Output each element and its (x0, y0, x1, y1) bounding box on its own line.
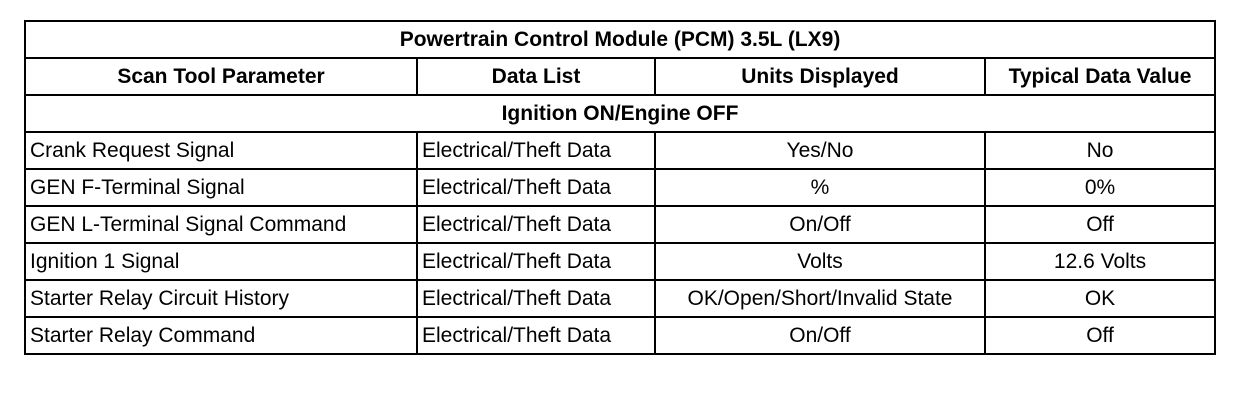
cell-typical-value: No (985, 132, 1215, 169)
table-title: Powertrain Control Module (PCM) 3.5L (LX9) (25, 21, 1215, 58)
cell-data-list: Electrical/Theft Data (417, 132, 655, 169)
cell-parameter: Crank Request Signal (25, 132, 417, 169)
cell-units: On/Off (655, 206, 985, 243)
cell-data-list: Electrical/Theft Data (417, 169, 655, 206)
cell-typical-value: Off (985, 317, 1215, 354)
cell-parameter: Starter Relay Circuit History (25, 280, 417, 317)
cell-typical-value: 0% (985, 169, 1215, 206)
cell-parameter: Starter Relay Command (25, 317, 417, 354)
cell-units: OK/Open/Short/Invalid State (655, 280, 985, 317)
header-data-list: Data List (417, 58, 655, 95)
table-row (25, 169, 1215, 206)
table-row (25, 206, 1215, 243)
cell-data-list: Electrical/Theft Data (417, 206, 655, 243)
header-scan-tool-parameter: Scan Tool Parameter (25, 58, 417, 95)
table-row (25, 317, 1215, 354)
cell-parameter: Ignition 1 Signal (25, 243, 417, 280)
cell-units: % (655, 169, 985, 206)
header-typical-data-value: Typical Data Value (985, 58, 1215, 95)
table-header-row (25, 58, 1215, 95)
cell-typical-value: OK (985, 280, 1215, 317)
cell-data-list: Electrical/Theft Data (417, 243, 655, 280)
cell-parameter: GEN F-Terminal Signal (25, 169, 417, 206)
cell-typical-value: Off (985, 206, 1215, 243)
table-row (25, 132, 1215, 169)
cell-parameter: GEN L-Terminal Signal Command (25, 206, 417, 243)
cell-units: Yes/No (655, 132, 985, 169)
section-heading: Ignition ON/Engine OFF (25, 95, 1215, 132)
header-units-displayed: Units Displayed (655, 58, 985, 95)
cell-data-list: Electrical/Theft Data (417, 280, 655, 317)
section-row (25, 95, 1215, 132)
cell-typical-value: 12.6 Volts (985, 243, 1215, 280)
pcm-data-table (24, 20, 1216, 355)
cell-units: On/Off (655, 317, 985, 354)
cell-data-list: Electrical/Theft Data (417, 317, 655, 354)
table-row (25, 280, 1215, 317)
cell-units: Volts (655, 243, 985, 280)
table-row (25, 243, 1215, 280)
table-title-row (25, 21, 1215, 58)
